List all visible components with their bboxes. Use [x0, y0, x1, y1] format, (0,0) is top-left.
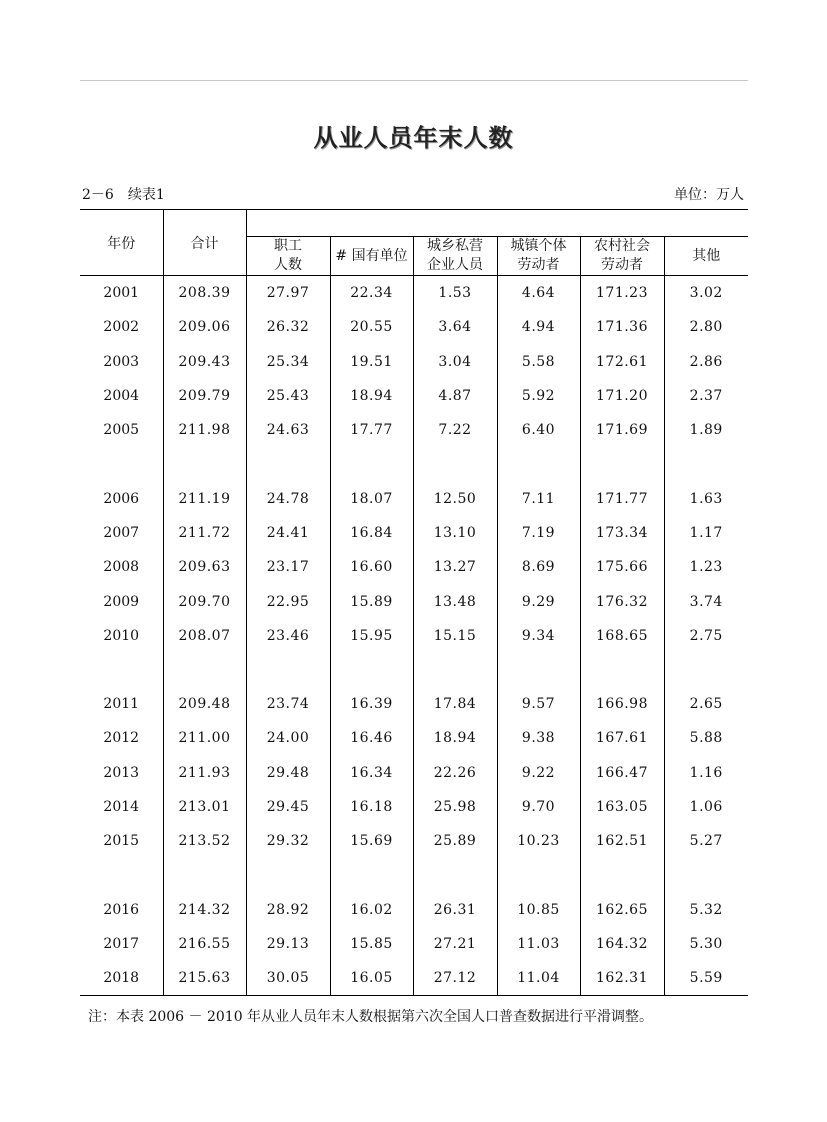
cell-total: 216.55 [163, 927, 246, 961]
cell-staff: 29.48 [246, 756, 330, 790]
cell-individual: 5.92 [497, 379, 580, 413]
col-header-individual-line2: 劳动者 [517, 257, 560, 273]
table-row [80, 379, 748, 413]
table-number: 2－6 续表1 [82, 187, 165, 203]
spacer-cell [80, 447, 163, 481]
cell-year: 2016 [80, 892, 163, 926]
cell-state-owned: 22.34 [330, 276, 413, 311]
spacer-cell [413, 653, 497, 687]
cell-year: 2006 [80, 481, 163, 515]
cell-year: 2014 [80, 790, 163, 824]
cell-total: 211.00 [163, 721, 246, 755]
unit-label: 单位：万人 [674, 187, 744, 203]
spacer-cell [330, 653, 413, 687]
cell-rural: 162.51 [580, 824, 664, 858]
col-header-rural-line1: 农村社会 [594, 238, 650, 254]
cell-staff: 24.63 [246, 413, 330, 447]
cell-private: 13.10 [413, 516, 497, 550]
cell-rural: 164.32 [580, 927, 664, 961]
cell-year: 2008 [80, 550, 163, 584]
table-row [80, 892, 748, 926]
cell-staff: 24.00 [246, 721, 330, 755]
col-header-individual [497, 237, 580, 276]
cell-individual: 9.22 [497, 756, 580, 790]
cell-year: 2002 [80, 310, 163, 344]
page-title: 从业人员年末人数 [313, 124, 514, 152]
cell-year: 2011 [80, 687, 163, 721]
cell-year: 2004 [80, 379, 163, 413]
cell-private: 27.21 [413, 927, 497, 961]
cell-rural: 162.65 [580, 892, 664, 926]
cell-private: 3.04 [413, 345, 497, 379]
cell-staff: 24.78 [246, 481, 330, 515]
data-table-container [80, 209, 748, 996]
cell-total: 209.63 [163, 550, 246, 584]
cell-year: 2015 [80, 824, 163, 858]
cell-rural: 168.65 [580, 619, 664, 653]
cell-staff: 23.74 [246, 687, 330, 721]
cell-other: 3.74 [689, 593, 723, 610]
col-header-staff-line2: 人数 [274, 257, 302, 273]
cell-year: 2005 [80, 413, 163, 447]
cell-private: 15.15 [413, 619, 497, 653]
spacer-cell [80, 858, 163, 892]
cell-total: 209.48 [163, 687, 246, 721]
table-row [80, 310, 748, 344]
cell-individual: 4.64 [497, 276, 580, 311]
cell-year: 2007 [80, 516, 163, 550]
cell-staff: 27.97 [246, 276, 330, 311]
cell-total: 208.39 [163, 276, 246, 311]
cell-state-owned: 19.51 [330, 345, 413, 379]
cell-private: 13.27 [413, 550, 497, 584]
spacer-cell [246, 858, 330, 892]
cell-individual: 11.03 [497, 927, 580, 961]
spacer-cell [330, 858, 413, 892]
cell-state-owned: 20.55 [330, 310, 413, 344]
cell-private: 25.98 [413, 790, 497, 824]
cell-private: 1.53 [413, 276, 497, 311]
table-row [80, 721, 748, 755]
cell-rural: 171.69 [580, 413, 664, 447]
cell-other: 1.63 [689, 490, 723, 507]
table-row [80, 961, 748, 996]
table-row [80, 927, 748, 961]
table-row [80, 345, 748, 379]
cell-individual: 6.40 [497, 413, 580, 447]
cell-total: 208.07 [163, 619, 246, 653]
cell-staff: 29.13 [246, 927, 330, 961]
cell-rural: 175.66 [580, 550, 664, 584]
cell-total: 215.63 [163, 961, 246, 996]
spacer-cell [413, 858, 497, 892]
employment-table [80, 209, 748, 996]
cell-state-owned: 17.77 [330, 413, 413, 447]
cell-private: 22.26 [413, 756, 497, 790]
table-row [80, 481, 748, 515]
cell-other: 2.37 [689, 388, 723, 405]
cell-year: 2010 [80, 619, 163, 653]
cell-individual: 4.94 [497, 310, 580, 344]
cell-staff: 22.95 [246, 584, 330, 618]
cell-state-owned: 16.05 [330, 961, 413, 996]
cell-individual: 10.23 [497, 824, 580, 858]
spacer-cell [664, 447, 748, 481]
cell-individual: 8.69 [497, 550, 580, 584]
cell-rural: 171.36 [580, 310, 664, 344]
cell-other: 2.65 [689, 696, 723, 713]
cell-year: 2012 [80, 721, 163, 755]
cell-total: 209.79 [163, 379, 246, 413]
spacer-cell [80, 653, 163, 687]
cell-private: 18.94 [413, 721, 497, 755]
cell-other: 1.17 [689, 524, 723, 541]
col-header-rural [580, 237, 664, 276]
cell-individual: 9.29 [497, 584, 580, 618]
cell-private: 25.89 [413, 824, 497, 858]
cell-rural: 166.47 [580, 756, 664, 790]
cell-other: 2.86 [689, 353, 723, 370]
cell-state-owned: 16.39 [330, 687, 413, 721]
cell-total: 211.98 [163, 413, 246, 447]
cell-staff: 23.17 [246, 550, 330, 584]
cell-individual: 9.57 [497, 687, 580, 721]
cell-state-owned: 16.34 [330, 756, 413, 790]
cell-staff: 25.34 [246, 345, 330, 379]
table-row [80, 756, 748, 790]
cell-rural: 162.31 [580, 961, 664, 996]
col-header-staff [246, 237, 330, 276]
cell-private: 27.12 [413, 961, 497, 996]
cell-rural: 173.34 [580, 516, 664, 550]
spacer-cell [580, 447, 664, 481]
cell-other: 2.80 [689, 319, 723, 336]
cell-private: 26.31 [413, 892, 497, 926]
cell-other: 5.27 [689, 833, 723, 850]
cell-other: 5.59 [664, 961, 748, 996]
cell-other: 2.75 [689, 627, 723, 644]
spacer-cell [163, 653, 246, 687]
cell-rural: 166.98 [580, 687, 664, 721]
cell-state-owned: 15.95 [330, 619, 413, 653]
cell-private: 7.22 [413, 413, 497, 447]
cell-staff: 29.45 [246, 790, 330, 824]
cell-rural: 171.20 [580, 379, 664, 413]
cell-individual: 9.38 [497, 721, 580, 755]
table-row [80, 824, 748, 858]
cell-private: 4.87 [413, 379, 497, 413]
cell-private: 13.48 [413, 584, 497, 618]
cell-state-owned: 16.18 [330, 790, 413, 824]
cell-rural: 176.32 [580, 584, 664, 618]
table-row [80, 550, 748, 584]
cell-other: 5.32 [689, 901, 723, 918]
cell-year: 2017 [80, 927, 163, 961]
cell-other: 1.23 [689, 559, 723, 576]
spacer-cell [163, 858, 246, 892]
cell-rural: 172.61 [580, 345, 664, 379]
spacer-cell [580, 653, 664, 687]
cell-year: 2018 [80, 961, 163, 996]
row-group-spacer [80, 447, 748, 481]
header-rule [80, 80, 748, 81]
spacer-cell [580, 858, 664, 892]
cell-total: 209.06 [163, 310, 246, 344]
col-header-total [163, 210, 246, 276]
col-header-state-owned-label: # 国有单位 [335, 247, 408, 264]
cell-year: 2009 [80, 584, 163, 618]
cell-other: 1.06 [689, 799, 723, 815]
cell-total: 213.52 [163, 824, 246, 858]
table-row [80, 516, 748, 550]
cell-staff: 24.41 [246, 516, 330, 550]
cell-individual: 9.34 [497, 619, 580, 653]
cell-individual: 11.04 [497, 961, 580, 996]
cell-total: 211.19 [163, 481, 246, 515]
row-group-spacer [80, 858, 748, 892]
table-row [80, 584, 748, 618]
cell-rural: 171.23 [580, 276, 664, 311]
cell-private: 17.84 [413, 687, 497, 721]
cell-individual: 5.58 [497, 345, 580, 379]
cell-individual: 9.70 [497, 790, 580, 824]
cell-total: 214.32 [163, 892, 246, 926]
cell-staff: 29.32 [246, 824, 330, 858]
cell-total: 211.93 [163, 756, 246, 790]
col-header-private [413, 237, 497, 276]
footnote: 注：本表 2006 － 2010 年从业人员年末人数根据第六次全国人口普查数据进行平滑调整。 [88, 1009, 654, 1025]
cell-private: 12.50 [413, 481, 497, 515]
table-row [80, 687, 748, 721]
spacer-cell [246, 653, 330, 687]
col-header-state-owned [330, 237, 413, 276]
cell-staff: 25.43 [246, 379, 330, 413]
col-header-private-line1: 城乡私营 [427, 238, 483, 254]
cell-staff: 30.05 [246, 961, 330, 996]
table-row [80, 790, 748, 824]
col-header-rural-line2: 劳动者 [601, 257, 643, 273]
cell-state-owned: 15.85 [330, 927, 413, 961]
col-header-total-label: 合计 [190, 236, 219, 252]
spacer-cell [497, 858, 580, 892]
cell-state-owned: 16.02 [330, 892, 413, 926]
cell-rural: 171.77 [580, 481, 664, 515]
cell-total: 213.01 [163, 790, 246, 824]
cell-individual: 7.11 [497, 481, 580, 515]
spacer-cell [330, 447, 413, 481]
cell-state-owned: 16.60 [330, 550, 413, 584]
cell-staff: 23.46 [246, 619, 330, 653]
table-row [80, 619, 748, 653]
col-header-private-line2: 企业人员 [427, 257, 483, 273]
row-group-spacer [80, 653, 748, 687]
cell-year: 2013 [80, 756, 163, 790]
table-row [80, 413, 748, 447]
cell-state-owned: 18.07 [330, 481, 413, 515]
table-body [80, 276, 748, 996]
cell-staff: 28.92 [246, 892, 330, 926]
cell-other: 5.88 [689, 730, 723, 747]
cell-individual: 10.85 [497, 892, 580, 926]
cell-state-owned: 16.46 [330, 721, 413, 755]
col-header-individual-line1: 城镇个体 [510, 238, 567, 254]
table-header [80, 210, 748, 276]
spacer-cell [163, 447, 246, 481]
cell-year: 2001 [80, 276, 163, 311]
spacer-cell [413, 447, 497, 481]
cell-state-owned: 15.69 [330, 824, 413, 858]
cell-other: 1.16 [689, 764, 723, 781]
spacer-cell [497, 653, 580, 687]
cell-staff: 26.32 [246, 310, 330, 344]
cell-total: 209.43 [163, 345, 246, 379]
cell-rural: 167.61 [580, 721, 664, 755]
cell-state-owned: 18.94 [330, 379, 413, 413]
cell-state-owned: 15.89 [330, 584, 413, 618]
col-header-other-label: 其他 [692, 247, 721, 264]
spacer-cell [246, 447, 330, 481]
cell-individual: 7.19 [497, 516, 580, 550]
cell-total: 211.72 [163, 516, 246, 550]
cell-rural: 163.05 [580, 790, 664, 824]
cell-private: 3.64 [413, 310, 497, 344]
spacer-cell [664, 858, 748, 892]
col-header-year-label: 年份 [107, 236, 136, 252]
cell-year: 2003 [80, 345, 163, 379]
cell-total: 209.70 [163, 584, 246, 618]
cell-other: 1.89 [689, 422, 723, 439]
cell-other: 5.30 [689, 935, 723, 952]
col-header-spacer [246, 210, 748, 237]
col-header-other [664, 237, 748, 276]
col-header-year [80, 210, 163, 276]
col-header-staff-line1: 职工 [274, 238, 302, 254]
cell-state-owned: 16.84 [330, 516, 413, 550]
table-row [80, 276, 748, 311]
spacer-cell [497, 447, 580, 481]
spacer-cell [664, 653, 748, 687]
cell-other: 3.02 [689, 285, 723, 302]
